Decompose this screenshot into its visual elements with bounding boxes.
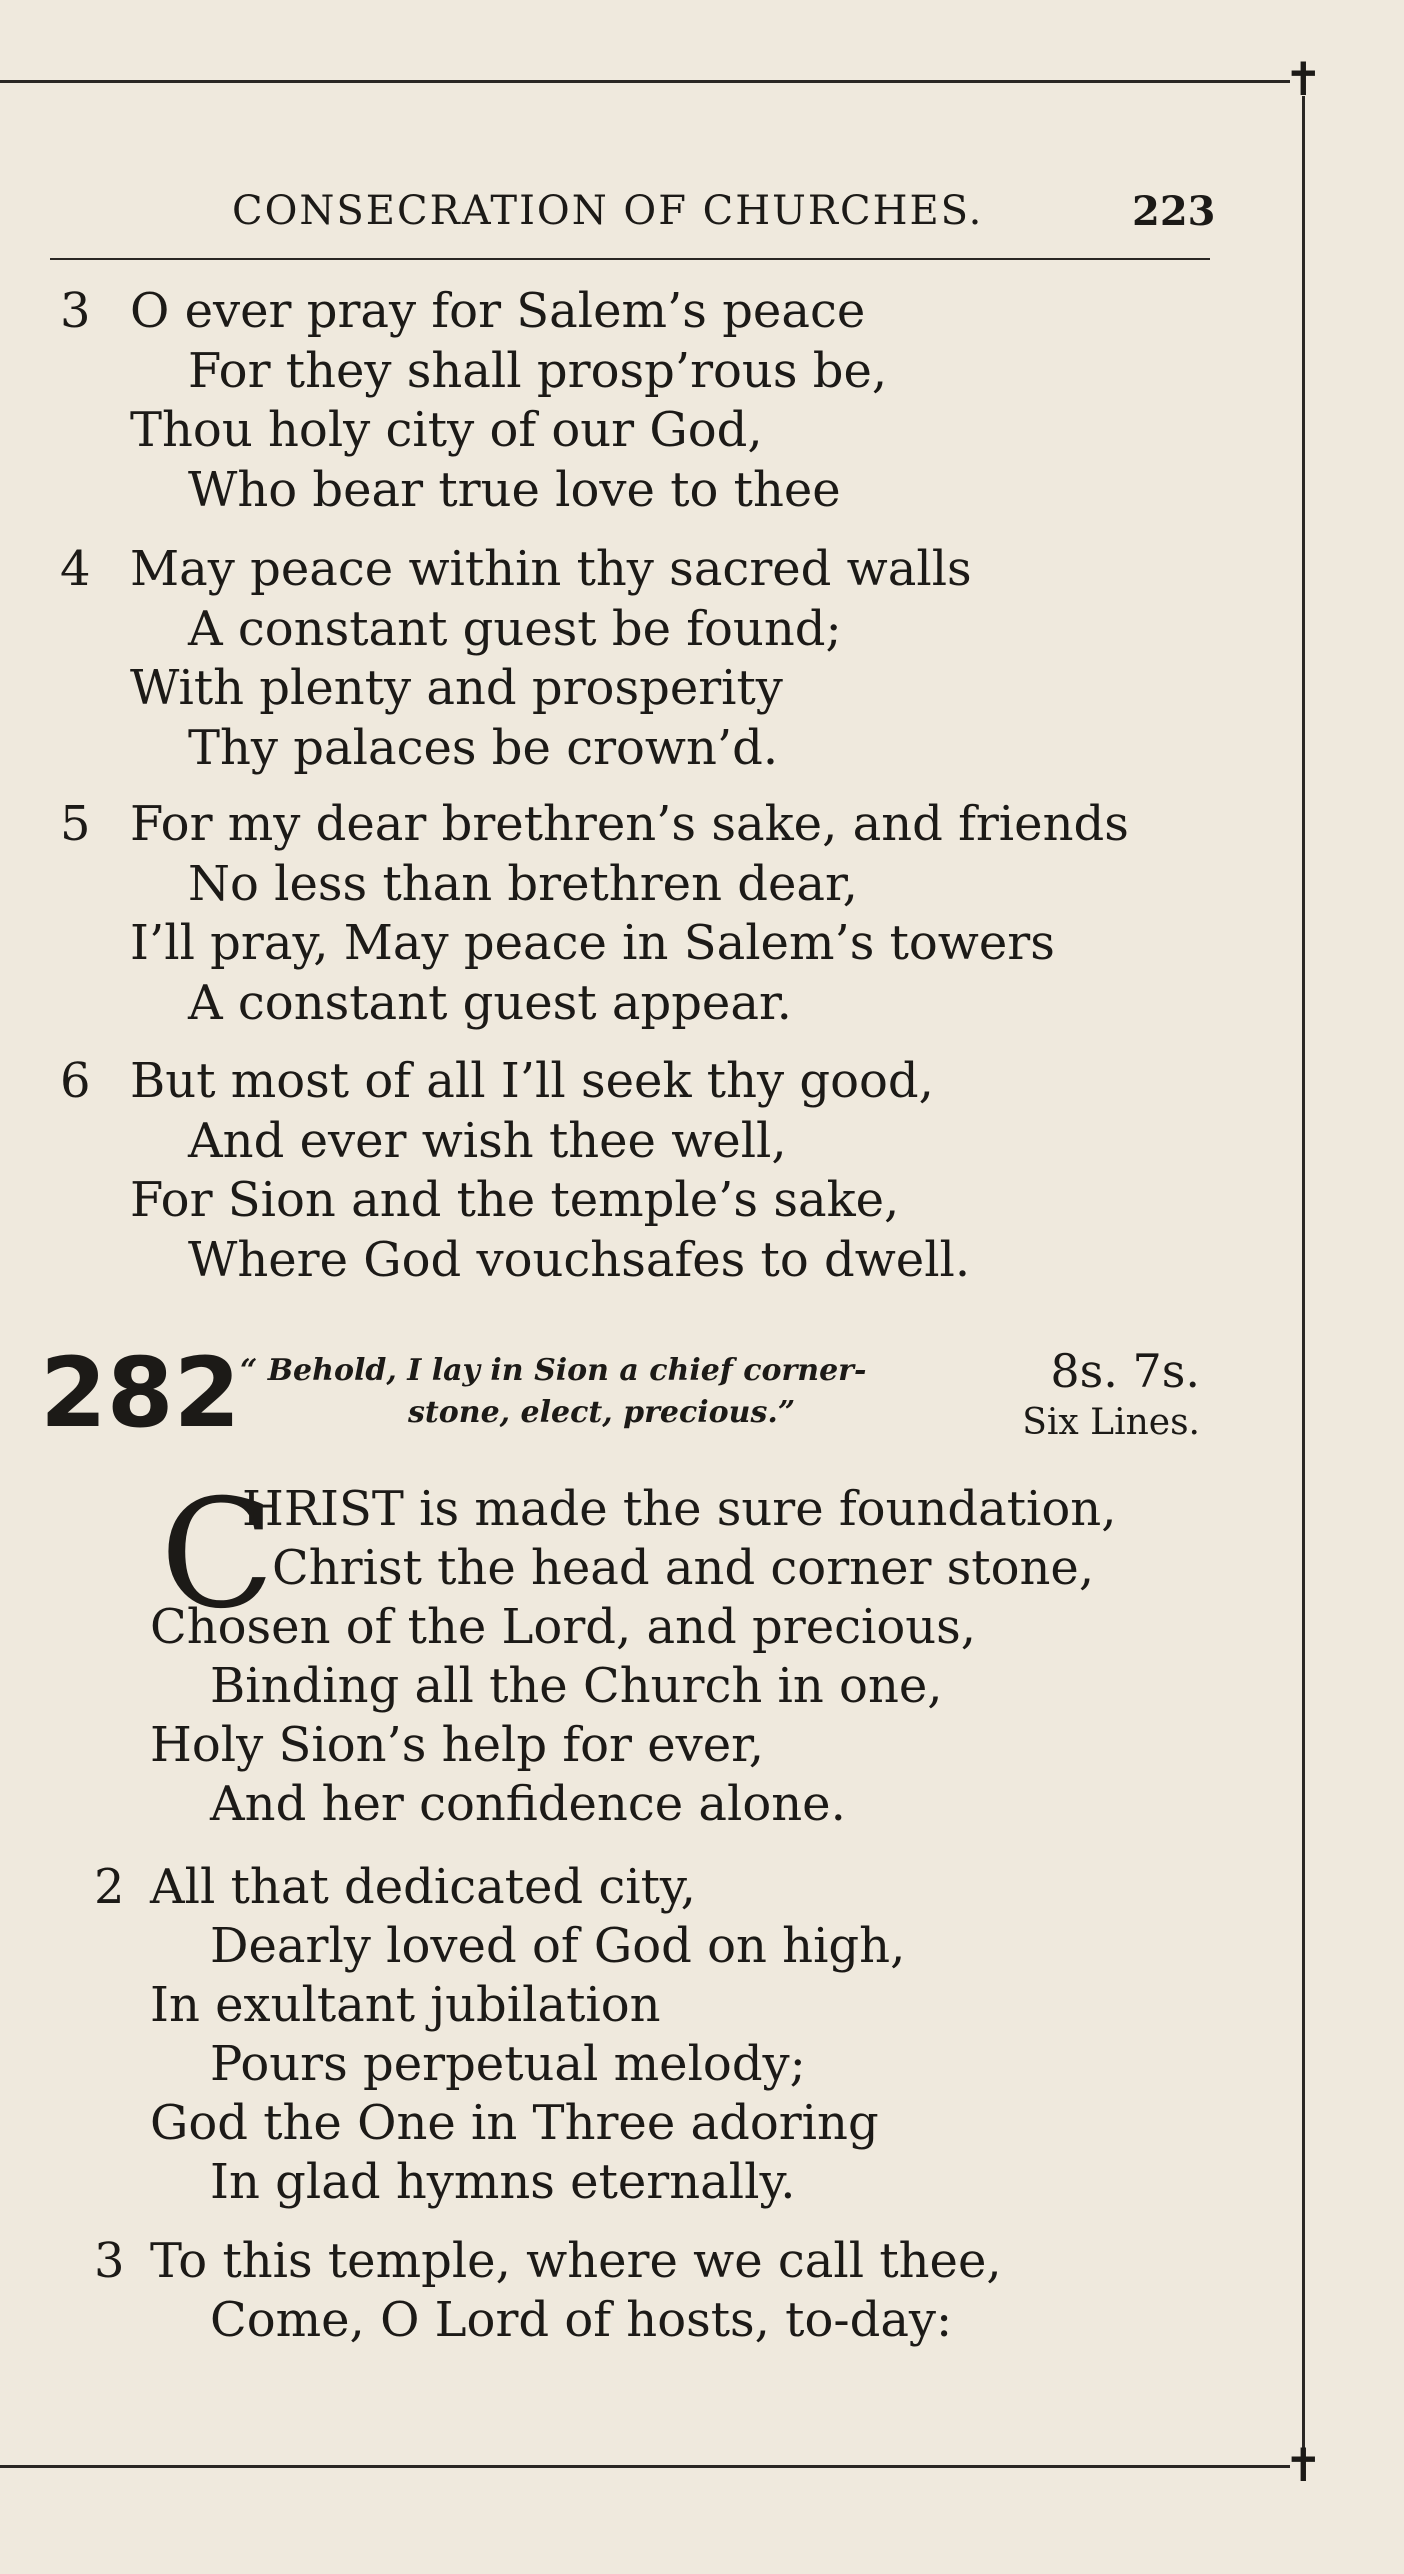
verse-line: And her confidence alone. xyxy=(210,1776,846,1832)
verse-number: 4 xyxy=(60,541,91,597)
verse-line: For they shall prosp’rous be, xyxy=(188,342,888,399)
verse-line: Binding all the Church in one, xyxy=(210,1658,943,1714)
verse-line: Thy palaces be crown’d. xyxy=(188,719,779,776)
verse-4 xyxy=(60,540,972,778)
verse-number: 5 xyxy=(60,796,91,852)
bottom-rule xyxy=(0,2465,1290,2468)
verse-6 xyxy=(60,1052,970,1290)
verse-line: Chosen of the Lord, and precious, xyxy=(150,1599,977,1655)
meter-line: Six Lines. xyxy=(1022,1402,1200,1443)
verse-line: With plenty and prosperity xyxy=(130,660,783,716)
header-rule xyxy=(50,258,1210,260)
hymn-epigraph xyxy=(240,1350,866,1434)
verse-line: 3 O ever pray for Salem’s peace xyxy=(60,282,887,342)
cross-bottom-ornament: ✝ xyxy=(1284,2438,1323,2492)
verse-number: 3 xyxy=(94,2233,125,2289)
verse-line: Holy Sion’s help for ever, xyxy=(150,1717,765,1773)
meter-line: 8s. 7s. xyxy=(1050,1344,1200,1398)
verse-number: 6 xyxy=(60,1053,91,1109)
hymn-verse-2 xyxy=(94,1858,906,2212)
verse-line: Where God vouchsafes to dwell. xyxy=(188,1231,971,1288)
verse-line: Thou holy city of our God, xyxy=(130,402,763,458)
verse-number: 3 xyxy=(60,283,91,339)
verse-line: HRIST is made the sure foundation, xyxy=(242,1481,1117,1537)
verse-3 xyxy=(60,282,887,520)
top-rule xyxy=(0,80,1290,83)
verse-line: And ever wish thee well, xyxy=(188,1112,787,1169)
verse-line: For Sion and the temple’s sake, xyxy=(130,1172,900,1228)
page-number: 223 xyxy=(1132,188,1216,235)
hymn-number: 282 xyxy=(40,1337,241,1449)
verse-line: Pours perpetual melody; xyxy=(210,2036,806,2092)
verse-line: In glad hymns eternally. xyxy=(210,2154,796,2210)
verse-line: A constant guest appear. xyxy=(188,974,792,1031)
verse-5 xyxy=(60,795,1129,1033)
verse-line: Dearly loved of God on high, xyxy=(210,1918,906,1974)
hymn-verse-3 xyxy=(94,2232,1002,2350)
hymn-verse-1 xyxy=(150,1468,1117,1834)
drop-cap: C xyxy=(160,1468,275,1642)
verse-line: In exultant jubilation xyxy=(150,1977,661,2033)
verse-line: Who bear true love to thee xyxy=(188,461,841,518)
verse-line: 4 May peace within thy sacred walls xyxy=(60,540,972,600)
verse-line: Christ the head and corner stone, xyxy=(272,1540,1095,1596)
verse-line: I’ll pray, May peace in Salem’s towers xyxy=(130,915,1055,971)
cross-top-ornament: ✝ xyxy=(1284,52,1323,106)
verse-line: 2 All that dedicated city, xyxy=(94,1859,696,1915)
epigraph-line: “ Behold, I lay in Sion a chief corner- xyxy=(240,1353,867,1388)
verse-line: A constant guest be found; xyxy=(188,600,842,657)
running-header-title: CONSECRATION OF CHURCHES. xyxy=(232,188,984,234)
verse-line: 6 But most of all I’ll seek thy good, xyxy=(60,1052,970,1112)
right-margin-rule xyxy=(1302,96,1305,2458)
hymn-meter xyxy=(996,1345,1200,1449)
verse-line: 3 To this temple, where we call thee, xyxy=(94,2233,1002,2289)
verse-line: 5 For my dear brethren’s sake, and friends xyxy=(60,795,1129,855)
verse-number: 2 xyxy=(94,1859,125,1915)
epigraph-line: stone, elect, precious.” xyxy=(408,1395,796,1430)
verse-line: Come, O Lord of hosts, to-day: xyxy=(210,2292,953,2348)
verse-line: No less than brethren dear, xyxy=(188,855,858,912)
verse-line: God the One in Three adoring xyxy=(150,2095,879,2151)
